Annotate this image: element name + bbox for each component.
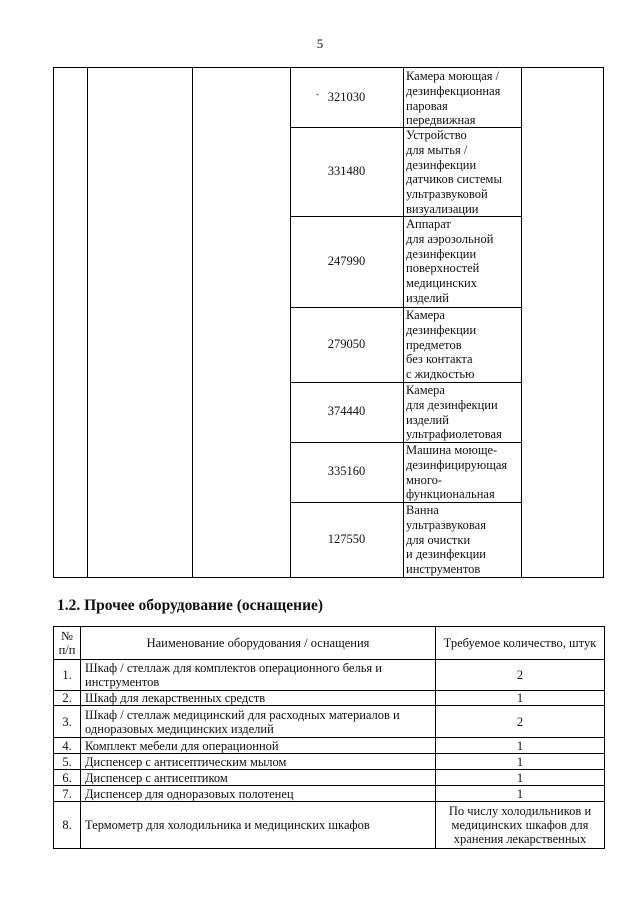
row-quantity: 2 (436, 706, 605, 738)
description-line: функциональная (406, 487, 495, 502)
table-row (54, 786, 605, 802)
row-number: 3. (54, 706, 81, 738)
header-qty: Требуемое количество, штук (436, 627, 605, 660)
equipment-code: 279050 (327, 336, 366, 351)
table-row (54, 738, 605, 754)
scan-mark: - (316, 89, 319, 99)
table-row (54, 691, 605, 706)
description-line: медицинских (406, 276, 477, 291)
row-name: Комплект мебели для операционной (81, 738, 436, 754)
row-name: Диспенсер для одноразовых полотенец (81, 786, 436, 802)
description-line: Камера (406, 383, 445, 397)
description-line: Машина моюще- (406, 443, 498, 457)
page-number: 5 (316, 36, 324, 51)
description-line: Аппарат (406, 217, 451, 231)
equipment-continuation-table (53, 67, 604, 578)
equipment-description (406, 128, 520, 216)
equipment-description (406, 69, 520, 127)
description-line: для дезинфекции (406, 397, 498, 412)
description-line: изделий (406, 290, 449, 305)
description-line: дезинфекции (406, 157, 477, 172)
equipment-description (406, 383, 520, 442)
equipment-code: 331480 (327, 163, 366, 178)
row-name: Шкаф для лекарственных средств (81, 691, 436, 706)
description-line: паровая (406, 98, 448, 113)
row-name: Термометр для холодильника и медицинских шкафов (81, 802, 436, 849)
column-divider (192, 68, 193, 577)
row-number: 6. (54, 770, 81, 786)
row-number: 4. (54, 738, 81, 754)
row-name: Шкаф / стеллаж медицинский для расходных материалов и одноразовых медицинских изделий (81, 706, 436, 738)
description-line: и дезинфекции (406, 547, 486, 562)
column-divider (87, 68, 88, 577)
row-quantity: 1 (436, 754, 605, 770)
description-line: дезинфекционная (406, 83, 501, 98)
other-equipment-table (53, 626, 605, 849)
row-quantity: 1 (436, 738, 605, 754)
equipment-description (406, 217, 520, 307)
description-line: передвижная (406, 113, 476, 127)
description-line: дезинфицирующая (406, 457, 508, 472)
row-quantity: По числу холодильников и медицинских шкафов для хранения лекарственных (436, 802, 605, 849)
row-quantity: 1 (436, 691, 605, 706)
description-line: Устройство (406, 128, 467, 142)
section-title: 1.2. Прочее оборудование (оснащение) (57, 597, 324, 614)
row-quantity: 1 (436, 786, 605, 802)
description-line: ультразвуковой (406, 187, 488, 202)
description-line: Камера (406, 308, 445, 322)
equipment-description (406, 503, 520, 577)
column-divider (521, 68, 522, 577)
row-number: 1. (54, 660, 81, 691)
description-line: поверхностей (406, 261, 480, 276)
equipment-code: 335160 (327, 464, 366, 478)
row-name: Диспенсер с антисептическим мылом (81, 754, 436, 770)
description-line: с жидкостью (406, 367, 475, 382)
header-name: Наименование оборудования / оснащения (81, 627, 436, 660)
row-number: 8. (54, 802, 81, 849)
row-name: Шкаф / стеллаж для комплектов операционного белья и инструментов (81, 660, 436, 691)
description-line: инструментов (406, 562, 481, 577)
table-row (54, 706, 605, 738)
description-line: датчиков системы (406, 172, 502, 187)
description-line: предметов (406, 337, 462, 352)
description-line: дезинфекции (406, 246, 477, 261)
description-line: ультразвуковая (406, 517, 486, 532)
table-row (54, 802, 605, 849)
column-divider (290, 68, 291, 577)
description-line: ультрафиолетовая (406, 427, 502, 442)
equipment-description (406, 308, 520, 382)
header-num: № п/п (54, 627, 81, 660)
row-name: Диспенсер с антисептиком (81, 770, 436, 786)
row-quantity: 1 (436, 770, 605, 786)
description-line: для мытья / (406, 142, 468, 157)
row-number: 5. (54, 754, 81, 770)
row-quantity: 2 (436, 660, 605, 691)
table-row (54, 754, 605, 770)
equipment-code: 247990 (327, 253, 366, 268)
equipment-code: 321030 (327, 89, 366, 104)
description-line: для аэрозольной (406, 231, 494, 246)
description-line: для очистки (406, 532, 471, 547)
description-line: Камера моющая / (406, 69, 500, 83)
description-line: много- (406, 472, 443, 487)
table-header-row (54, 627, 605, 660)
equipment-description (406, 443, 520, 502)
description-line: Ванна (406, 503, 439, 517)
column-divider (403, 68, 404, 577)
table-row (54, 770, 605, 786)
description-line: дезинфекции (406, 322, 477, 337)
table-row (54, 660, 605, 691)
description-line: изделий (406, 412, 449, 427)
equipment-code: 374440 (327, 404, 366, 418)
description-line: визуализации (406, 201, 479, 216)
description-line: без контакта (406, 352, 473, 367)
equipment-code: 127550 (327, 531, 366, 546)
row-number: 2. (54, 691, 81, 706)
row-number: 7. (54, 786, 81, 802)
